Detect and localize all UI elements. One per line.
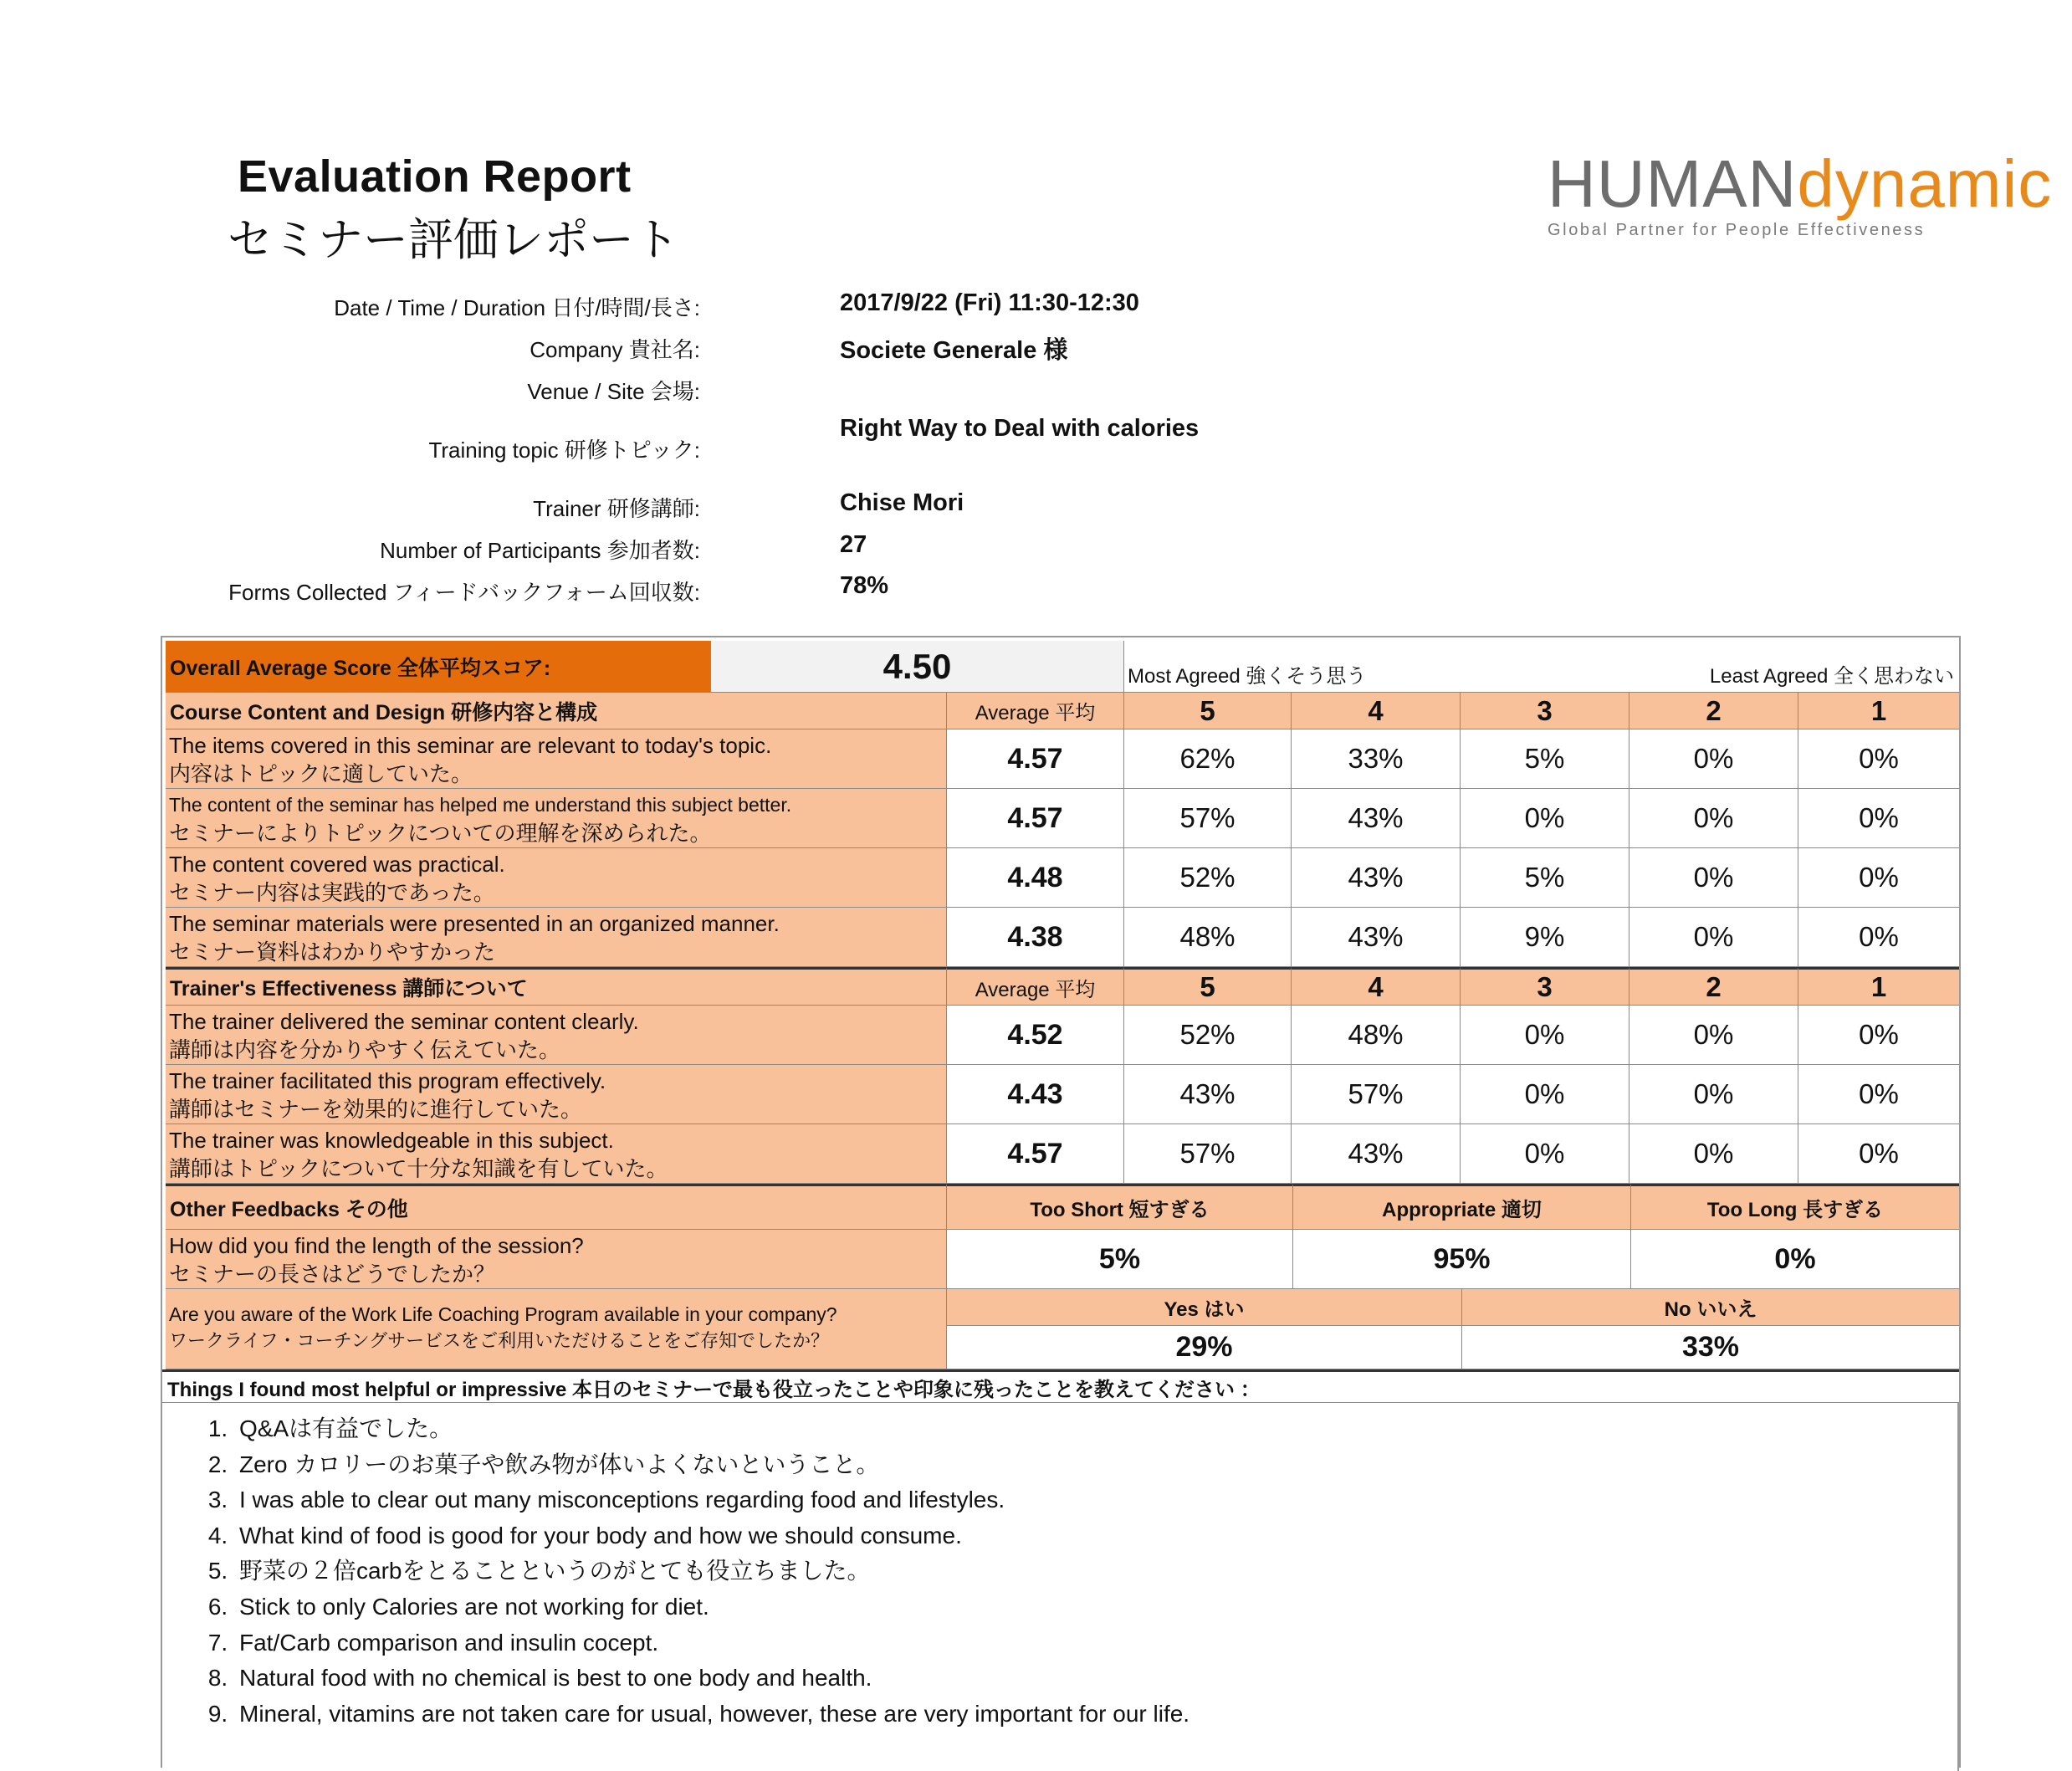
trainer-pct-2-3: 0% xyxy=(1461,1065,1629,1124)
trainer-pct-1-1: 0% xyxy=(1798,1006,1959,1065)
trainer-scale-4: 4 xyxy=(1292,967,1461,1006)
course-scale-1: 1 xyxy=(1798,693,1959,729)
length-appropriate-value: 95% xyxy=(1293,1230,1631,1289)
report-title-jp: セミナー評価レポート xyxy=(228,213,679,266)
course-pct-2-3: 0% xyxy=(1461,789,1629,848)
info-value-topic: Right Way to Deal with calories xyxy=(840,415,1200,442)
course-average-1: 4.57 xyxy=(947,729,1124,789)
course-pct-3-4: 43% xyxy=(1292,848,1461,908)
comment-item: 7. Fat/Carb comparison and insulin cocept. xyxy=(234,1625,1189,1661)
company-logo xyxy=(1548,146,2053,251)
logo-tagline: Global Partner for People Effectiveness xyxy=(1548,221,1926,239)
trainer-average-header: Average 平均 xyxy=(947,967,1124,1006)
course-pct-1-1: 0% xyxy=(1798,729,1959,789)
course-scale-2: 2 xyxy=(1629,693,1798,729)
info-value-company: Societe Generale 様 xyxy=(840,337,1068,364)
trainer-pct-2-2: 0% xyxy=(1629,1065,1798,1124)
report-title-en: Evaluation Report xyxy=(238,151,632,202)
other-section-title: Other Feedbacks その他 xyxy=(166,1184,947,1230)
comment-item: 3. I was able to clear out many misconceptions regarding food and lifestyles. xyxy=(234,1482,1189,1518)
comment-item: 2. Zero カロリーのお菓子や飲み物が体いよくないということ。 xyxy=(234,1447,1189,1483)
course-question-4: The seminar materials were presented in an organized manner. セミナー資料はわかりやすかった xyxy=(166,908,947,967)
trainer-scale-3: 3 xyxy=(1461,967,1629,1006)
comment-item: 5. 野菜の２倍carbをとることというのがとても役立ちました。 xyxy=(234,1553,1189,1589)
trainer-pct-3-2: 0% xyxy=(1629,1124,1798,1184)
course-scale-5: 5 xyxy=(1124,693,1292,729)
course-question-3: The content covered was practical. セミナー内容は実践的であった。 xyxy=(166,848,947,908)
length-too-short-header: Too Short 短すぎる xyxy=(947,1184,1293,1230)
course-pct-4-2: 0% xyxy=(1629,908,1798,967)
trainer-scale-5: 5 xyxy=(1124,967,1292,1006)
overall-score-label: Overall Average Score 全体平均スコア: xyxy=(166,641,711,693)
info-value-forms: 78% xyxy=(840,572,889,599)
course-pct-3-3: 5% xyxy=(1461,848,1629,908)
trainer-question-1: The trainer delivered the seminar content clearly. 講師は内容を分かりやすく伝えていた。 xyxy=(166,1006,947,1065)
course-pct-2-5: 57% xyxy=(1124,789,1292,848)
trainer-pct-3-1: 0% xyxy=(1798,1124,1959,1184)
trainer-section-title: Trainer's Effectiveness 講師について xyxy=(166,967,947,1006)
helpful-comments-title: Things I found most helpful or impressive 本日のセミナーで最も役立ったことや印象に残ったことを教えてください ： xyxy=(162,1369,1959,1403)
course-pct-3-1: 0% xyxy=(1798,848,1959,908)
course-average-4: 4.38 xyxy=(947,908,1124,967)
info-label-trainer: Trainer 研修講師: xyxy=(533,496,700,521)
course-pct-1-3: 5% xyxy=(1461,729,1629,789)
comment-item: 1. Q&Aは有益でした。 xyxy=(234,1411,1189,1447)
course-scale-3: 3 xyxy=(1461,693,1629,729)
info-value-date: 2017/9/22 (Fri) 11:30-12:30 xyxy=(840,289,1139,316)
info-label-venue: Venue / Site 会場: xyxy=(527,379,700,404)
course-pct-4-1: 0% xyxy=(1798,908,1959,967)
comment-item: 4. What kind of food is good for your body and how we should consume. xyxy=(234,1518,1189,1554)
info-label-topic: Training topic 研修トピック: xyxy=(428,438,700,463)
course-pct-2-4: 43% xyxy=(1292,789,1461,848)
trainer-average-3: 4.57 xyxy=(947,1124,1124,1184)
trainer-pct-1-4: 48% xyxy=(1292,1006,1461,1065)
course-pct-1-2: 0% xyxy=(1629,729,1798,789)
trainer-pct-3-3: 0% xyxy=(1461,1124,1629,1184)
course-question-1: The items covered in this seminar are relevant to today's topic. 内容はトピックに適していた。 xyxy=(166,729,947,789)
course-pct-4-5: 48% xyxy=(1124,908,1292,967)
course-section-title: Course Content and Design 研修内容と構成 xyxy=(166,693,947,729)
trainer-pct-3-4: 43% xyxy=(1292,1124,1461,1184)
awareness-no-header: No いいえ xyxy=(1462,1289,1959,1326)
evaluation-table xyxy=(161,636,1961,1768)
trainer-question-3: The trainer was knowledgeable in this subject. 講師はトピックについて十分な知識を有していた。 xyxy=(166,1124,947,1184)
trainer-scale-2: 2 xyxy=(1629,967,1798,1006)
info-label-date: Date / Time / Duration 日付/時間/長さ: xyxy=(334,295,700,320)
course-pct-3-2: 0% xyxy=(1629,848,1798,908)
course-pct-4-3: 9% xyxy=(1461,908,1629,967)
course-pct-2-2: 0% xyxy=(1629,789,1798,848)
course-average-2: 4.57 xyxy=(947,789,1124,848)
course-average-header: Average 平均 xyxy=(947,693,1124,729)
info-label-forms: Forms Collected フィードバックフォーム回収数: xyxy=(228,580,700,605)
course-pct-2-1: 0% xyxy=(1798,789,1959,848)
trainer-pct-2-4: 57% xyxy=(1292,1065,1461,1124)
course-question-2: The content of the seminar has helped me understand this subject better. セミナーによりトピックについての理解を深められた。 xyxy=(166,789,947,848)
trainer-pct-3-5: 57% xyxy=(1124,1124,1292,1184)
length-too-short-value: 5% xyxy=(947,1230,1293,1289)
trainer-scale-1: 1 xyxy=(1798,967,1959,1006)
course-pct-1-5: 62% xyxy=(1124,729,1292,789)
overall-score-value: 4.50 xyxy=(711,641,1124,693)
course-pct-1-4: 33% xyxy=(1292,729,1461,789)
trainer-question-2: The trainer facilitated this program effectively. 講師はセミナーを効果的に進行していた。 xyxy=(166,1065,947,1124)
trainer-pct-1-5: 52% xyxy=(1124,1006,1292,1065)
length-question: How did you find the length of the session? セミナーの長さはどうでしたか？ xyxy=(166,1230,947,1289)
comment-item: 9. Mineral, vitamins are not taken care for usual, however, these are very important for our life. xyxy=(234,1697,1189,1733)
length-too-long-value: 0% xyxy=(1631,1230,1959,1289)
trainer-pct-2-5: 43% xyxy=(1124,1065,1292,1124)
logo-dynamic-text: dynamic xyxy=(1797,146,2053,221)
comment-item: 6. Stick to only Calories are not working for diet. xyxy=(234,1589,1189,1625)
course-average-3: 4.48 xyxy=(947,848,1124,908)
trainer-average-1: 4.52 xyxy=(947,1006,1124,1065)
logo-human-text: HUMAN xyxy=(1548,146,1798,221)
trainer-pct-1-2: 0% xyxy=(1629,1006,1798,1065)
comment-item: 8. Natural food with no chemical is best to one body and health. xyxy=(234,1661,1189,1697)
most-agreed-label: Most Agreed 強くそう思う xyxy=(1128,665,1367,688)
info-label-company: Company 貴社名: xyxy=(530,337,700,362)
info-label-participants: Number of Participants 参加者数: xyxy=(380,538,700,563)
helpful-comments-list xyxy=(221,1411,1189,1732)
length-too-long-header: Too Long 長すぎる xyxy=(1631,1184,1959,1230)
least-agreed-label: Least Agreed 全く思わない xyxy=(1709,665,1954,688)
course-scale-4: 4 xyxy=(1292,693,1461,729)
awareness-question: Are you aware of the Work Life Coaching Program available in your company? ワークライフ・コーチングサービスをご利用いただけることをご存知でしたか？ xyxy=(166,1289,947,1369)
awareness-no-value: 33% xyxy=(1462,1326,1959,1369)
info-value-trainer: Chise Mori xyxy=(840,489,964,516)
awareness-yes-value: 29% xyxy=(947,1326,1462,1369)
agreement-scale xyxy=(1124,641,1959,693)
trainer-average-2: 4.43 xyxy=(947,1065,1124,1124)
course-pct-3-5: 52% xyxy=(1124,848,1292,908)
length-appropriate-header: Appropriate 適切 xyxy=(1293,1184,1631,1230)
awareness-yes-header: Yes はい xyxy=(947,1289,1462,1326)
course-pct-4-4: 43% xyxy=(1292,908,1461,967)
table-right-border xyxy=(1957,1403,1959,1771)
info-value-participants: 27 xyxy=(840,531,867,558)
trainer-pct-2-1: 0% xyxy=(1798,1065,1959,1124)
trainer-pct-1-3: 0% xyxy=(1461,1006,1629,1065)
